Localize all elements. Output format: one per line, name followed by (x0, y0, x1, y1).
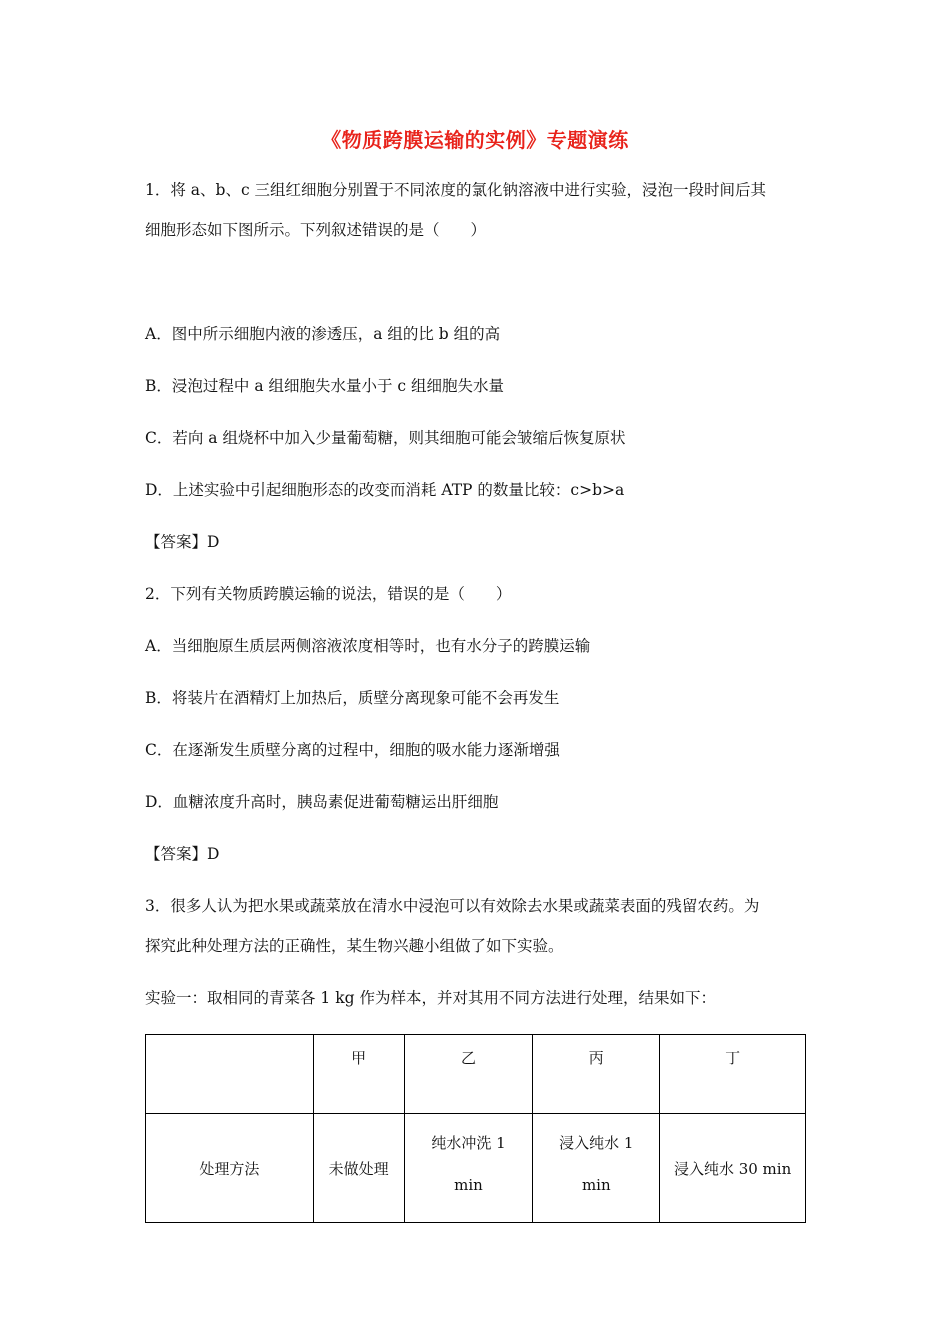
table-header-cell: 甲 (313, 1035, 404, 1114)
q1-stem-line-1: 1．将 a、b、c 三组红细胞分别置于不同浓度的氯化钠溶液中进行实验，浸泡一段时间后其 (145, 181, 767, 199)
table-header-cell: 丙 (533, 1035, 660, 1114)
q2-option-d: D．血糖浓度升高时，胰岛素促进葡萄糖运出肝细胞 (145, 793, 499, 811)
table-cell: 浸入纯水 30 min (660, 1114, 806, 1223)
q3-experiment-1: 实验一：取相同的青菜各 1 kg 作为样本，并对其用不同方法进行处理，结果如下： (145, 989, 716, 1007)
table-header-cell: 丁 (660, 1035, 806, 1114)
table-header-cell: 乙 (404, 1035, 533, 1114)
table-header-row (146, 1035, 806, 1114)
q2-option-a: A．当细胞原生质层两侧溶液浓度相等时，也有水分子的跨膜运输 (145, 637, 591, 655)
q1-stem-line-2: 细胞形态如下图所示。下列叙述错误的是（ ） (145, 221, 487, 239)
cell-line: min (581, 1176, 611, 1194)
q3-stem-line-1: 3．很多人认为把水果或蔬菜放在清水中浸泡可以有效除去水果或蔬菜表面的残留农药。为 (145, 897, 760, 915)
q2-answer: 【答案】D (145, 845, 220, 863)
q3-stem-line-2: 探究此种处理方法的正确性，某生物兴趣小组做了如下实验。 (145, 937, 564, 955)
results-table (145, 1034, 806, 1223)
table-row-label: 处理方法 (146, 1114, 314, 1223)
table-cell: 未做处理 (313, 1114, 404, 1223)
q2-option-c: C．在逐渐发生质壁分离的过程中，细胞的吸水能力逐渐增强 (145, 741, 560, 759)
q1-answer: 【答案】D (145, 533, 220, 551)
cell-line: min (454, 1176, 483, 1194)
q1-option-d: D．上述实验中引起细胞形态的改变而消耗 ATP 的数量比较：c>b>a (145, 481, 625, 499)
table-cell (404, 1114, 533, 1223)
q1-option-c: C．若向 a 组烧杯中加入少量葡萄糖，则其细胞可能会皱缩后恢复原状 (145, 429, 626, 447)
cell-line: 纯水冲洗 1 (431, 1134, 506, 1152)
cell-line: 浸入纯水 1 (559, 1134, 634, 1152)
table-row (146, 1114, 806, 1223)
q2-stem: 2．下列有关物质跨膜运输的说法，错误的是（ ） (145, 585, 512, 603)
table-cell (533, 1114, 660, 1223)
page-title: 《物质跨膜运输的实例》专题演练 (321, 128, 629, 152)
q1-option-b: B．浸泡过程中 a 组细胞失水量小于 c 组细胞失水量 (145, 377, 505, 395)
q2-option-b: B．将装片在酒精灯上加热后，质壁分离现象可能不会再发生 (145, 689, 560, 707)
q1-option-a: A．图中所示细胞内液的渗透压，a 组的比 b 组的高 (145, 325, 501, 343)
table-header-cell (146, 1035, 314, 1114)
